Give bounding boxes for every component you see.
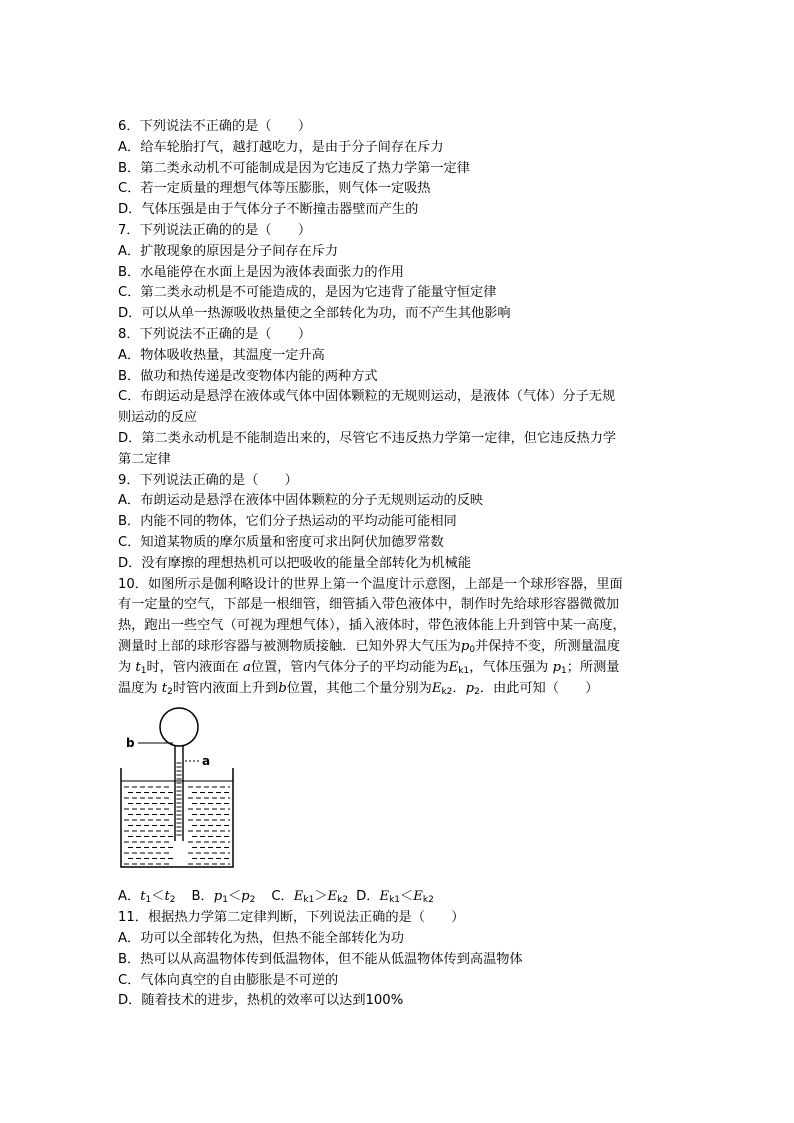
q10-p2: p <box>465 680 475 696</box>
q10-ek2: E <box>431 680 442 696</box>
figure-label-a: a <box>202 754 211 769</box>
q11-option-c: C．气体向真空的自由膨胀是不可逆的 <box>118 972 339 988</box>
q10-line5-b: 时，管内液面在 <box>146 659 243 675</box>
q10-choice-d-sub2: k2 <box>422 895 434 906</box>
q10-choice-a-expr2: t <box>164 889 170 905</box>
q6-option-a: A．给车轮胎打气，越打越吃力，是由于分子间存在斥力 <box>118 139 444 155</box>
q9-stem: 9．下列说法正确的是（ ） <box>118 472 298 488</box>
q8-option-d-line2: 第二定律 <box>118 451 171 467</box>
q10-line5-e: ；所测量 <box>566 659 620 675</box>
q10-choice-b: B． <box>191 889 214 905</box>
q10-p0-sub: 0 <box>469 644 476 655</box>
q6-option-c: C．若一定质量的理想气体等压膨胀，则气体一定吸热 <box>118 181 431 197</box>
q10-line6-d: ． <box>452 680 466 696</box>
q8-option-a: A．物体吸收热量，其温度一定升高 <box>118 347 325 363</box>
q6-option-d: D．气体压强是由于气体分子不断撞击器壁而产生的 <box>118 202 419 218</box>
q10-choice-a-op: ＜ <box>151 889 165 905</box>
q7-option-a: A．扩散现象的原因是分子间存在斥力 <box>118 243 339 259</box>
q7-option-b: B．水黾能停在水面上是因为液体表面张力的作用 <box>118 264 404 280</box>
q10-ek2-sub: k2 <box>441 686 453 697</box>
q10-choice-a-sub1: 1 <box>145 895 152 906</box>
q10-line1: 10．如图所示是伽利略设计的世界上第一个温度计示意图，上部是一个球形容器，里面 <box>118 576 623 592</box>
q10-choice-d-op: ＜ <box>400 889 414 905</box>
q6-stem: 6．下列说法不正确的是（ ） <box>118 119 312 134</box>
q10-t1: t <box>135 659 141 675</box>
q7-option-d: D．可以从单一热源吸收热量使之全部转化为功，而不产生其他影响 <box>118 306 511 322</box>
q10-choice-c-expr1: E <box>293 889 304 905</box>
q8-option-d-line1: D．第二类永动机是不能制造出来的，尽管它不违反热力学第一定律，但它违反热力学 <box>118 430 617 446</box>
q10-t2-sub: 2 <box>167 686 173 697</box>
q10-line6-a: 温度为 <box>118 680 162 696</box>
q10-line5 <box>118 658 688 679</box>
thermometer-diagram <box>118 701 318 887</box>
q10-a: a <box>242 659 251 675</box>
q10-choice-a: A． <box>118 889 141 905</box>
bulb-circle <box>160 708 198 746</box>
galileo-thermometer-figure <box>118 701 688 887</box>
q10-p0: p <box>460 638 470 654</box>
q10-choice-b-expr2: p <box>241 889 250 905</box>
tube-liquid <box>177 763 182 835</box>
q9-option-c: C．知道某物质的摩尔质量和密度可求出阿伏加德罗常数 <box>118 534 444 550</box>
q10-choice-d-expr1: E <box>379 889 390 905</box>
q10-line5-c: 位置，管内气体分子的平均动能为 <box>250 659 449 675</box>
q10-choice-a-sub2: 2 <box>169 895 176 906</box>
q10-line2: 有一定量的空气，下部是一根细管，细管插入带色液体中，制作时先给球形容器微微加 <box>118 597 620 613</box>
q10-choice-a-expr1: t <box>140 889 146 905</box>
figure-label-b: b <box>126 736 135 751</box>
q10-choice-b-sub2: 2 <box>249 895 256 906</box>
q11-option-d: D．随着技术的进步，热机的效率可以达到100% <box>118 993 404 1009</box>
q10-p2-sub: 2 <box>474 686 480 697</box>
q10-line5-d: ，气体压强为 <box>469 659 553 675</box>
q10-b: b <box>278 680 287 696</box>
q7-option-c: C．第二类永动机是不可能造成的，是因为它违背了能量守恒定律 <box>118 285 497 301</box>
q11-option-b: B．热可以从高温物体传到低温物体，但不能从低温物体传到高温物体 <box>118 951 523 967</box>
q10-line5-a: 为 <box>118 659 136 675</box>
q7-stem: 7．下列说法正确的的是（ ） <box>118 222 312 238</box>
q10-choice-c-expr2: E <box>327 889 338 905</box>
q10-choice-b-op: ＜ <box>227 889 242 905</box>
q10-choices <box>118 887 688 908</box>
q10-line4-a: 测量时上部的球形容器与被测物质接触．已知外界大气压为 <box>118 638 461 654</box>
q11-stem: 11．根据热力学第二定律判断，下列说法正确的是（ ） <box>118 910 465 926</box>
q10-line4 <box>118 637 688 658</box>
q10-t2: t <box>161 680 168 696</box>
q10-p1: p <box>552 659 562 675</box>
q10-line6-e: ．由此可知（ ） <box>479 680 599 696</box>
q10-line3: 热，跑出一些空气（可视为理想气体），插入液体时，带色液体能上升到管中某一高度， <box>118 618 626 634</box>
q8-option-c-line1: C．布朗运动是悬浮在液体或气体中固体颗粒的无规则运动，是液体（气体）分子无规 <box>118 389 616 405</box>
q10-choice-b-expr1: p <box>213 889 223 905</box>
q10-choice-c: C． <box>271 889 294 905</box>
q10-t1-sub: 1 <box>140 665 147 676</box>
q10-p1-sub: 1 <box>561 665 567 676</box>
q10-choice-b-sub1: 1 <box>222 895 228 906</box>
q10-choice-d: D． <box>356 889 380 905</box>
q10-ek1-sub: k1 <box>458 665 470 676</box>
q9-option-d: D．没有摩擦的理想热机可以把吸收的能量全部转化为机械能 <box>118 555 472 571</box>
q10-line6-c: 位置，其他二个量分别为 <box>286 680 432 696</box>
q9-option-b: B．内能不同的物体，它们分子热运动的平均动能可能相同 <box>118 514 457 530</box>
q10-line6-b: 时管内液面上升到 <box>172 680 279 696</box>
q10-choice-d-sub1: k1 <box>389 895 401 906</box>
q10-choice-c-op: ＞ <box>314 889 328 905</box>
q10-line4-b: 并保持不变，所测量温度 <box>475 638 621 654</box>
q10-line6 <box>118 679 688 700</box>
q6-option-b: B．第二类永动机不可能制成是因为它违反了热力学第一定律 <box>118 160 470 176</box>
q10-choice-c-sub2: k2 <box>337 895 349 906</box>
q10-ek1: E <box>448 659 459 675</box>
document-page <box>118 117 688 1012</box>
q10-choice-d-expr2: E <box>413 889 423 905</box>
q10-choice-c-sub1: k1 <box>303 895 315 906</box>
q8-option-b: B．做功和热传递是改变物体内能的两种方式 <box>118 368 378 384</box>
q9-option-a: A．布朗运动是悬浮在液体中固体颗粒的分子无规则运动的反映 <box>118 493 484 509</box>
q8-option-c-line2: 则运动的反应 <box>118 410 198 426</box>
q11-option-a: A．功可以全部转化为热，但热不能全部转化为功 <box>118 930 404 946</box>
q8-stem: 8．下列说法不正确的是（ ） <box>118 326 312 342</box>
